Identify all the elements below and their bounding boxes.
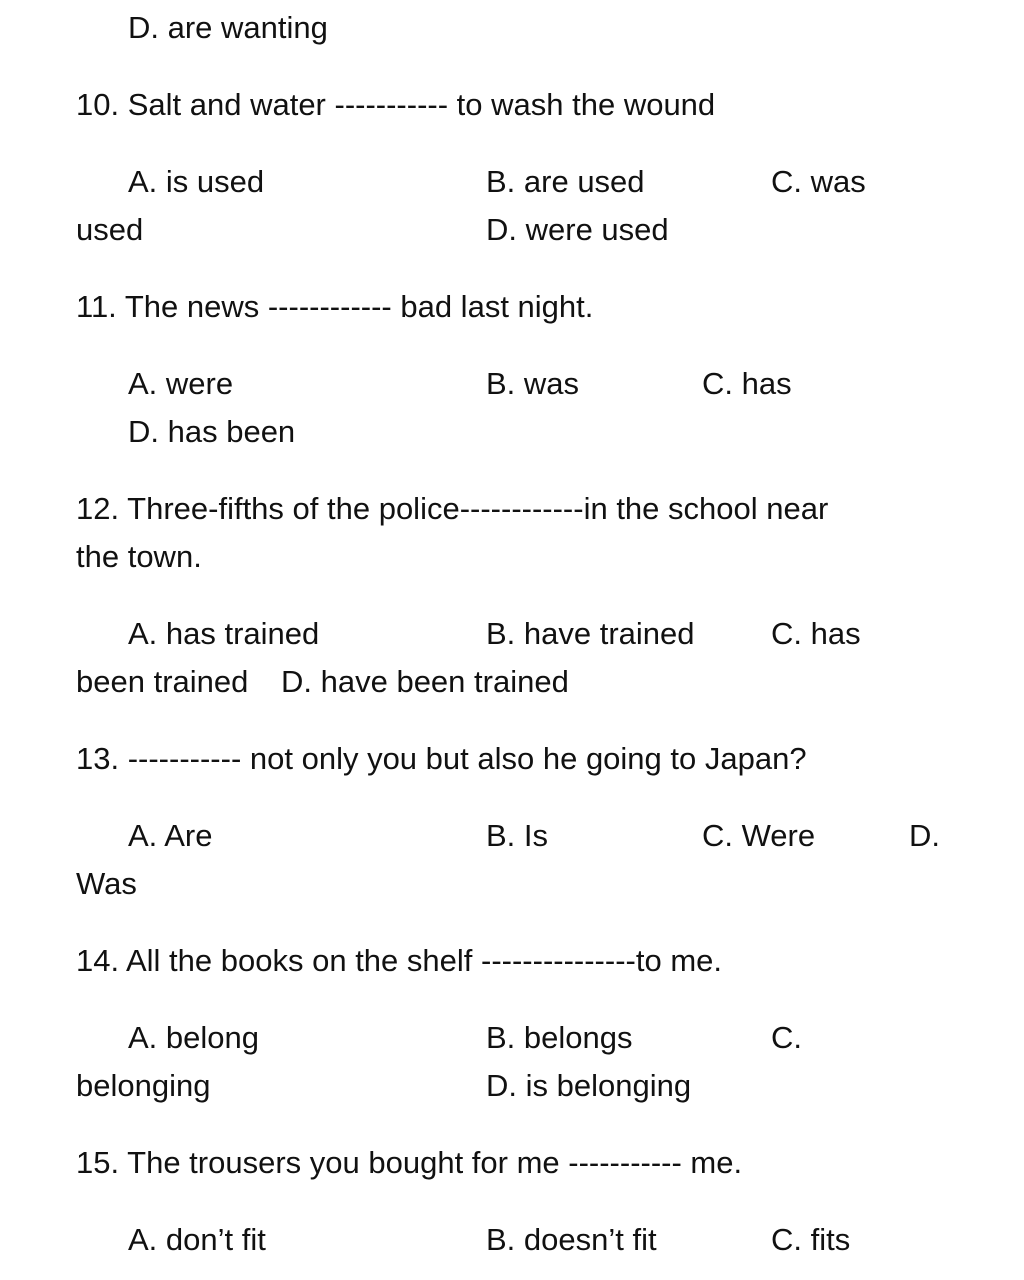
q12-option-b: B. have trained bbox=[486, 616, 695, 651]
q10-option-c: C. was bbox=[771, 164, 866, 199]
q14-stem: 14. All the books on the shelf ---------------to me. bbox=[76, 943, 722, 978]
q13-option-a: A. Are bbox=[128, 818, 213, 853]
q14-option-d: D. is belonging bbox=[486, 1068, 692, 1103]
q13-option-d-wrap: Was bbox=[76, 866, 137, 901]
q10-option-b: B. are used bbox=[486, 164, 645, 199]
q14-option-c-wrap: belonging bbox=[76, 1068, 211, 1103]
q12-stem: 12. Three-fifths of the police------------in the school near bbox=[76, 491, 829, 526]
q10-option-c-wrap: used bbox=[76, 212, 144, 247]
q10-option-d: D. were used bbox=[486, 212, 669, 247]
q13-option-b: B. Is bbox=[486, 818, 549, 853]
q12-option-d: D. have been trained bbox=[281, 664, 569, 699]
q11-option-c: C. has bbox=[702, 366, 792, 401]
q12-option-c: C. has bbox=[771, 616, 861, 651]
q14-option-a: A. belong bbox=[128, 1020, 259, 1055]
q15-stem: 15. The trousers you bought for me ----------- me. bbox=[76, 1145, 743, 1180]
q9-option-d: D. are wanting bbox=[128, 10, 328, 45]
q15-option-a: A. don’t fit bbox=[128, 1222, 266, 1257]
q12-option-c-wrap: been trained bbox=[76, 664, 249, 699]
q14-option-c: C. bbox=[771, 1020, 802, 1055]
q11-option-d: D. has been bbox=[128, 414, 296, 449]
q14-option-b: B. belongs bbox=[486, 1020, 633, 1055]
q11-option-b: B. was bbox=[486, 366, 580, 401]
q11-option-a: A. were bbox=[128, 366, 234, 401]
q13-stem: 13. ----------- not only you but also he going to Japan? bbox=[76, 741, 807, 776]
q11-stem: 11. The news ------------ bad last night. bbox=[76, 289, 594, 324]
q10-option-a: A. is used bbox=[128, 164, 265, 199]
q12-option-a: A. has trained bbox=[128, 616, 320, 651]
q15-option-c: C. fits bbox=[771, 1222, 851, 1257]
q12-stem-wrap: the town. bbox=[76, 539, 202, 574]
q13-option-c: C. Were bbox=[702, 818, 816, 853]
q13-option-d: D. bbox=[909, 818, 940, 853]
q15-option-b: B. doesn’t fit bbox=[486, 1222, 657, 1257]
q10-stem: 10. Salt and water ----------- to wash the wound bbox=[76, 87, 716, 122]
